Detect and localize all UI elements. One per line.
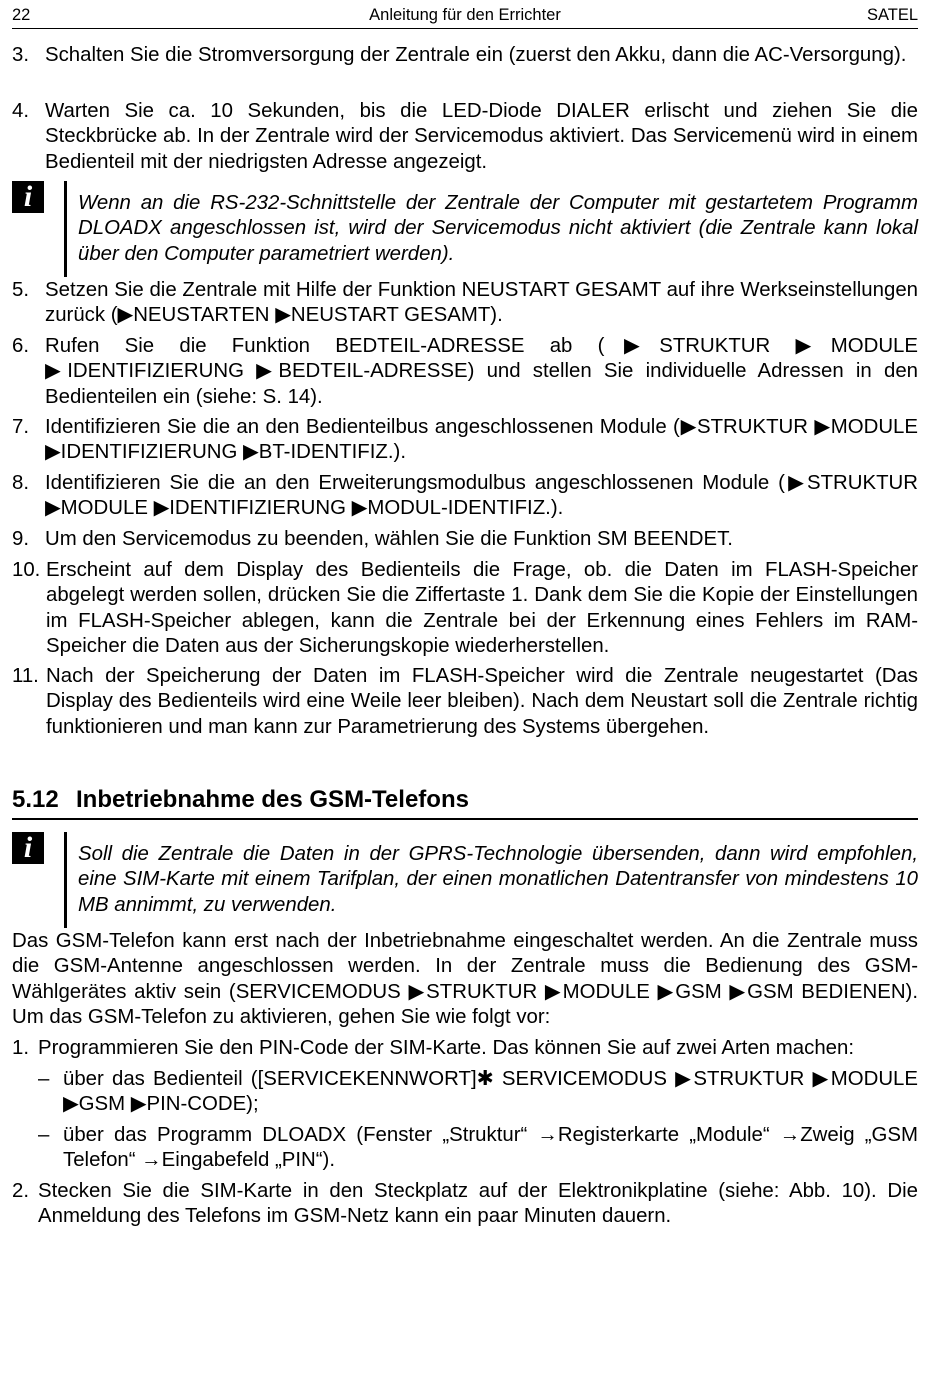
sub-list-item [38, 1123, 918, 1174]
list-item [12, 415, 918, 466]
section-heading [12, 786, 918, 820]
item-text: Schalten Sie die Stromversorgung der Zentrale ein (zuerst den Akku, dann die AC-Versorgung). [45, 44, 907, 66]
list-item [12, 664, 918, 740]
section-title: Inbetriebnahme des GSM-Telefons [76, 786, 469, 813]
item-text: Stecken Sie die SIM-Karte in den Steckplatz auf der Elektronikplatine (siehe: Abb. 10). Die Anmeldung des Telefons im GSM-Netz kann ein paar Minuten dauern. [38, 1180, 918, 1228]
dash-marker: – [38, 1068, 50, 1090]
item-number: 8. [12, 472, 30, 494]
info-icon: i [12, 832, 44, 864]
list-item [12, 471, 918, 522]
list-item [12, 43, 918, 68]
item-number: 6. [12, 335, 30, 357]
page-header [12, 6, 918, 29]
item-number: 5. [12, 279, 30, 301]
item-number: 11. [12, 665, 39, 687]
item-text: Setzen Sie die Zentrale mit Hilfe der Funktion NEUSTART GESAMT auf ihre Werkseinstellungen zurück (▶NEUSTARTEN ▶NEUSTART GESAMT). [45, 279, 918, 327]
note-text: Wenn an die RS-232-Schnittstelle der Zentrale der Computer mit gestartetem Programm DLOADX angeschlossen ist, wird der Servicemodus nicht aktiviert (die Zentrale kann lokal über den Computer parametriert werden). [78, 192, 918, 265]
item-text: Nach der Speicherung der Daten im FLASH-Speicher wird die Zentrale neugestartet (Das Display des Bedienteils wird eine Weile leer bleiben). Nach dem Neustart soll die Zentrale richtig funktionieren und man kann zur Parametrierung des Systems übergehen. [46, 665, 918, 738]
item-text: Programmieren Sie den PIN-Code der SIM-Karte. Das können Sie auf zwei Arten machen: [38, 1037, 855, 1059]
header-title: Anleitung für den Errichter [369, 6, 561, 24]
item-number: 3. [12, 44, 30, 66]
sub-item-text: über das Bedienteil ([SERVICEKENNWORT]✱ SERVICEMODUS ▶STRUKTUR ▶MODULE ▶GSM ▶PIN-CODE); [63, 1068, 918, 1116]
list-item [12, 558, 918, 659]
dash-marker: – [38, 1124, 50, 1146]
item-text: Rufen Sie die Funktion BEDTEIL-ADRESSE ab (▶STRUKTUR ▶MODULE ▶IDENTIFIZIERUNG ▶BEDTEIL-ADRESSE) und stellen Sie individuelle Adressen in den Bedienteilen ein (siehe: S. 14). [45, 335, 918, 408]
item-text: Erscheint auf dem Display des Bedienteils die Frage, ob. die Daten im FLASH-Speicher abgelegt werden sollen, drücken Sie die Ziffertaste 1. Dank dem Sie die Kopie der Einstellungen im FLASH-Speicher ablegen, kann die Zentrale bei der Erkennung eines Fehlers im RAM-Speicher die Daten aus der Sicherungskopie wiederherstellen. [46, 559, 918, 657]
list-item [12, 1179, 918, 1230]
list-item [12, 278, 918, 329]
page-number: 22 [12, 6, 31, 24]
sub-list-item [38, 1067, 918, 1118]
note-text: Soll die Zentrale die Daten in der GPRS-Technologie übersenden, dann wird empfohlen, eine SIM-Karte mit einem Tarifplan, der einen monatlichen Datentransfer von mindestens 10 MB annimmt, zu verwenden. [78, 843, 918, 916]
item-number: 7. [12, 416, 30, 438]
item-text: Warten Sie ca. 10 Sekunden, bis die LED-Diode DIALER erlischt und ziehen Sie die Steckbrücke ab. In der Zentrale wird der Servicemodus aktiviert. Das Servicemenü wird in einem Bedienteil mit der niedrigsten Adresse angezeigt. [45, 100, 918, 173]
item-text: Um den Servicemodus zu beenden, wählen Sie die Funktion SM BEENDET. [45, 528, 733, 550]
list-item [12, 334, 918, 410]
list-item [12, 99, 918, 175]
item-number: 10. [12, 559, 41, 581]
item-number: 9. [12, 528, 30, 550]
list-item [12, 1036, 918, 1061]
item-number: 1. [12, 1037, 30, 1059]
note-bar [64, 181, 67, 277]
item-text: Identifizieren Sie die an den Erweiterungsmodulbus angeschlossenen Module (▶STRUKTUR ▶MODULE ▶IDENTIFIZIERUNG ▶MODUL-IDENTIFIZ.). [45, 472, 918, 520]
info-icon: i [12, 181, 44, 213]
info-note [12, 832, 918, 928]
item-text: Identifizieren Sie die an den Bedienteilbus angeschlossenen Module (▶STRUKTUR ▶MODULE ▶IDENTIFIZIERUNG ▶BT-IDENTIFIZ.). [45, 416, 918, 464]
sub-item-text: über das Programm DLOADX (Fenster „Struktur“ →Registerkarte „Module“ →Zweig „GSM Telefon“ →Eingabefeld „PIN“). [63, 1124, 918, 1172]
header-brand: SATEL [866, 6, 918, 24]
item-number: 2. [12, 1180, 30, 1202]
item-number: 4. [12, 100, 30, 122]
info-note [12, 181, 918, 277]
list-item [12, 527, 918, 552]
section-number: 5.12 [12, 786, 59, 813]
note-bar [64, 832, 67, 928]
intro-paragraph: Das GSM-Telefon kann erst nach der Inbetriebnahme eingeschaltet werden. An die Zentrale muss die GSM-Antenne angeschlossen werden. In der Zentrale muss die Bedienung des GSM-Wählgerätes aktiv sein (SERVICEMODUS ▶STRUKTUR ▶MODULE ▶GSM ▶GSM BEDIENEN). Um das GSM-Telefon zu aktivieren, gehen Sie wie folgt vor: [12, 930, 918, 1028]
